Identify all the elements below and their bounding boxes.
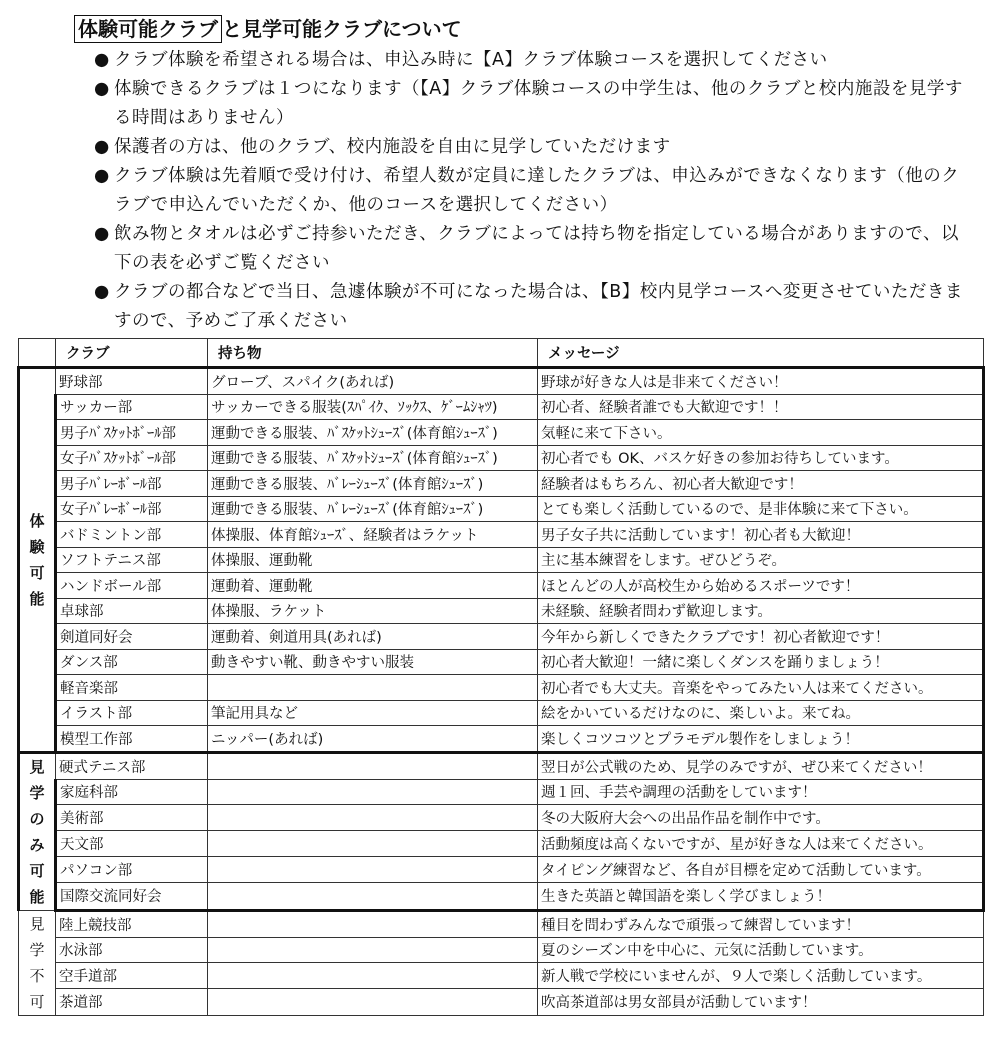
items-cell	[208, 752, 538, 779]
message-cell: 夏のシーズン中を中心に、元気に活動しています。	[538, 937, 984, 963]
category-char: 学	[29, 940, 45, 959]
message-cell: 野球が好きな人は是非来てください！	[538, 368, 984, 395]
header-club: クラブ	[56, 339, 208, 368]
message-cell: 生きた英語と韓国語を楽しく学びましょう！	[538, 883, 984, 910]
items-cell: 運動できる服装、ﾊﾞｽｹｯﾄｼｭｰｽﾞ(体育館ｼｭｰｽﾞ)	[208, 420, 538, 446]
table-row	[19, 910, 984, 937]
club-cell: 空手道部	[56, 963, 208, 989]
table-row	[19, 779, 984, 805]
items-cell: 動きやすい靴、動きやすい服装	[208, 649, 538, 675]
club-cell: 天文部	[56, 831, 208, 857]
category-char: 見	[29, 914, 45, 933]
club-cell: 水泳部	[56, 937, 208, 963]
club-cell: ソフトテニス部	[56, 547, 208, 573]
category-label	[19, 910, 56, 1015]
category-char: 不	[29, 966, 45, 985]
group-trial-available	[19, 368, 984, 753]
note-item: ● 体験できるクラブは１つになります（【A】クラブ体験コースの中学生は、他のクラブと校内施設を見学する時間はありません）	[94, 75, 974, 133]
message-cell: 新人戦で学校にいませんが、９人で楽しく活動しています。	[538, 963, 984, 989]
table-row	[19, 522, 984, 548]
table-row	[19, 675, 984, 701]
club-cell: 野球部	[56, 368, 208, 395]
category-char: 可	[29, 563, 45, 582]
club-cell: 茶道部	[56, 989, 208, 1015]
notes-list	[94, 46, 974, 336]
club-cell: ハンドボール部	[56, 573, 208, 599]
category-char: 可	[29, 992, 45, 1011]
items-cell: 運動できる服装、ﾊﾞﾚｰｼｭｰｽﾞ(体育館ｼｭｰｽﾞ)	[208, 496, 538, 522]
heading-rest-text: と見学可能クラブについて	[222, 17, 462, 41]
message-cell: 楽しくコツコツとプラモデル製作をしましょう！	[538, 726, 984, 753]
header-items: 持ち物	[208, 339, 538, 368]
club-cell: 家庭科部	[56, 779, 208, 805]
table-row	[19, 547, 984, 573]
club-cell: バドミントン部	[56, 522, 208, 548]
items-cell: 運動着、運動靴	[208, 573, 538, 599]
items-cell: サッカーできる服装(ｽﾊﾟｲｸ、ｿｯｸｽ、ｹﾞｰﾑｼｬﾂ)	[208, 394, 538, 420]
table-row	[19, 496, 984, 522]
club-cell: 女子ﾊﾞﾚｰﾎﾞｰﾙ部	[56, 496, 208, 522]
note-item: ● クラブ体験は先着順で受け付け、希望人数が定員に達したクラブは、申込みができなくなります（他のクラブで申込んでいただくか、他のコースを選択してください）	[94, 162, 974, 220]
message-cell: 初心者でも大丈夫。音楽をやってみたい人は来てください。	[538, 675, 984, 701]
table-row	[19, 726, 984, 753]
header-category	[19, 339, 56, 368]
message-cell: 活動頻度は高くないですが、星が好きな人は来てください。	[538, 831, 984, 857]
table-row	[19, 963, 984, 989]
message-cell: 初心者大歓迎！一緒に楽しくダンスを踊りましょう！	[538, 649, 984, 675]
items-cell	[208, 831, 538, 857]
club-cell: 美術部	[56, 805, 208, 831]
message-cell: 初心者でも OK、バスケ好きの参加お待ちしています。	[538, 445, 984, 471]
club-cell: 剣道同好会	[56, 624, 208, 650]
message-cell: とても楽しく活動しているので、是非体験に来て下さい。	[538, 496, 984, 522]
note-item: ● クラブの都合などで当日、急遽体験が不可になった場合は、【B】校内見学コースへ変更させていただきますので、予めご了承ください	[94, 278, 974, 336]
table-row	[19, 368, 984, 395]
category-label	[19, 368, 56, 753]
items-cell	[208, 963, 538, 989]
message-cell: 翌日が公式戦のため、見学のみですが、ぜひ来てください！	[538, 752, 984, 779]
table-row	[19, 700, 984, 726]
message-cell: 気軽に来て下さい。	[538, 420, 984, 446]
table-row	[19, 624, 984, 650]
heading-boxed-text: 体験可能クラブ	[74, 15, 222, 43]
message-cell: 週１回、手芸や調理の活動をしています！	[538, 779, 984, 805]
club-cell: 女子ﾊﾞｽｹｯﾄﾎﾞｰﾙ部	[56, 445, 208, 471]
club-cell: ダンス部	[56, 649, 208, 675]
message-cell: 初心者、経験者誰でも大歓迎です！！	[538, 394, 984, 420]
category-char: 可	[29, 861, 45, 880]
items-cell: 運動着、剣道用具(あれば)	[208, 624, 538, 650]
message-cell: タイピング練習など、各自が目標を定めて活動しています。	[538, 857, 984, 883]
note-item: ● クラブ体験を希望される場合は、申込み時に【A】クラブ体験コースを選択してください	[94, 46, 974, 75]
club-cell: イラスト部	[56, 700, 208, 726]
club-cell: 卓球部	[56, 598, 208, 624]
table-row	[19, 445, 984, 471]
page-heading	[74, 14, 462, 44]
items-cell	[208, 857, 538, 883]
note-item: ● 飲み物とタオルは必ずご持参いただき、クラブによっては持ち物を指定している場合がありますので、以下の表を必ずご覧ください	[94, 220, 974, 278]
items-cell	[208, 989, 538, 1015]
category-char: 学	[29, 783, 45, 802]
category-char: 見	[29, 757, 45, 776]
message-cell: 絵をかいているだけなのに、楽しいよ。来てね。	[538, 700, 984, 726]
club-cell: パソコン部	[56, 857, 208, 883]
table-header-row	[19, 339, 984, 368]
club-cell: 陸上競技部	[56, 910, 208, 937]
club-cell: 硬式テニス部	[56, 752, 208, 779]
club-table	[17, 338, 985, 1016]
items-cell: 運動できる服装、ﾊﾞﾚｰｼｭｰｽﾞ(体育館ｼｭｰｽﾞ)	[208, 471, 538, 497]
club-cell: 男子ﾊﾞｽｹｯﾄﾎﾞｰﾙ部	[56, 420, 208, 446]
group-observation-only	[19, 752, 984, 910]
table-row	[19, 573, 984, 599]
message-cell: 未経験、経験者問わず歓迎します。	[538, 598, 984, 624]
table-row	[19, 649, 984, 675]
category-char: 体	[29, 511, 45, 530]
club-cell: サッカー部	[56, 394, 208, 420]
table-row	[19, 805, 984, 831]
items-cell	[208, 910, 538, 937]
note-item: ● 保護者の方は、他のクラブ、校内施設を自由に見学していただけます	[94, 133, 974, 162]
items-cell	[208, 675, 538, 701]
group-observation-not-allowed	[19, 910, 984, 1015]
items-cell	[208, 805, 538, 831]
message-cell: 種目を問わずみんなで頑張って練習しています！	[538, 910, 984, 937]
club-cell: 軽音楽部	[56, 675, 208, 701]
items-cell	[208, 937, 538, 963]
category-char: 能	[29, 887, 45, 906]
header-message: メッセージ	[538, 339, 984, 368]
category-char: の	[29, 809, 45, 828]
category-label	[19, 752, 56, 910]
club-cell: 男子ﾊﾞﾚｰﾎﾞｰﾙ部	[56, 471, 208, 497]
table-row	[19, 752, 984, 779]
items-cell: 体操服、運動靴	[208, 547, 538, 573]
message-cell: 冬の大阪府大会への出品作品を制作中です。	[538, 805, 984, 831]
table-row	[19, 471, 984, 497]
message-cell: 吹高茶道部は男女部員が活動しています！	[538, 989, 984, 1015]
items-cell: グローブ、スパイク(あれば)	[208, 368, 538, 395]
table-row	[19, 857, 984, 883]
category-char: 能	[29, 589, 45, 608]
club-cell: 国際交流同好会	[56, 883, 208, 910]
items-cell: 体操服、体育館ｼｭｰｽﾞ、経験者はラケット	[208, 522, 538, 548]
items-cell	[208, 883, 538, 910]
message-cell: 男子女子共に活動しています！初心者も大歓迎！	[538, 522, 984, 548]
items-cell: 運動できる服装、ﾊﾞｽｹｯﾄｼｭｰｽﾞ(体育館ｼｭｰｽﾞ)	[208, 445, 538, 471]
table-row	[19, 598, 984, 624]
club-cell: 模型工作部	[56, 726, 208, 753]
table-row	[19, 394, 984, 420]
table-row	[19, 831, 984, 857]
table-row	[19, 420, 984, 446]
table-row	[19, 883, 984, 910]
category-char: み	[29, 835, 45, 854]
category-char: 験	[29, 537, 45, 556]
message-cell: 今年から新しくできたクラブです！初心者歓迎です！	[538, 624, 984, 650]
items-cell: 筆記用具など	[208, 700, 538, 726]
items-cell: ニッパー(あれば)	[208, 726, 538, 753]
message-cell: 経験者はもちろん、初心者大歓迎です！	[538, 471, 984, 497]
table-row	[19, 937, 984, 963]
items-cell	[208, 779, 538, 805]
message-cell: 主に基本練習をします。ぜひどうぞ。	[538, 547, 984, 573]
message-cell: ほとんどの人が高校生から始めるスポーツです！	[538, 573, 984, 599]
items-cell: 体操服、ラケット	[208, 598, 538, 624]
table-row	[19, 989, 984, 1015]
